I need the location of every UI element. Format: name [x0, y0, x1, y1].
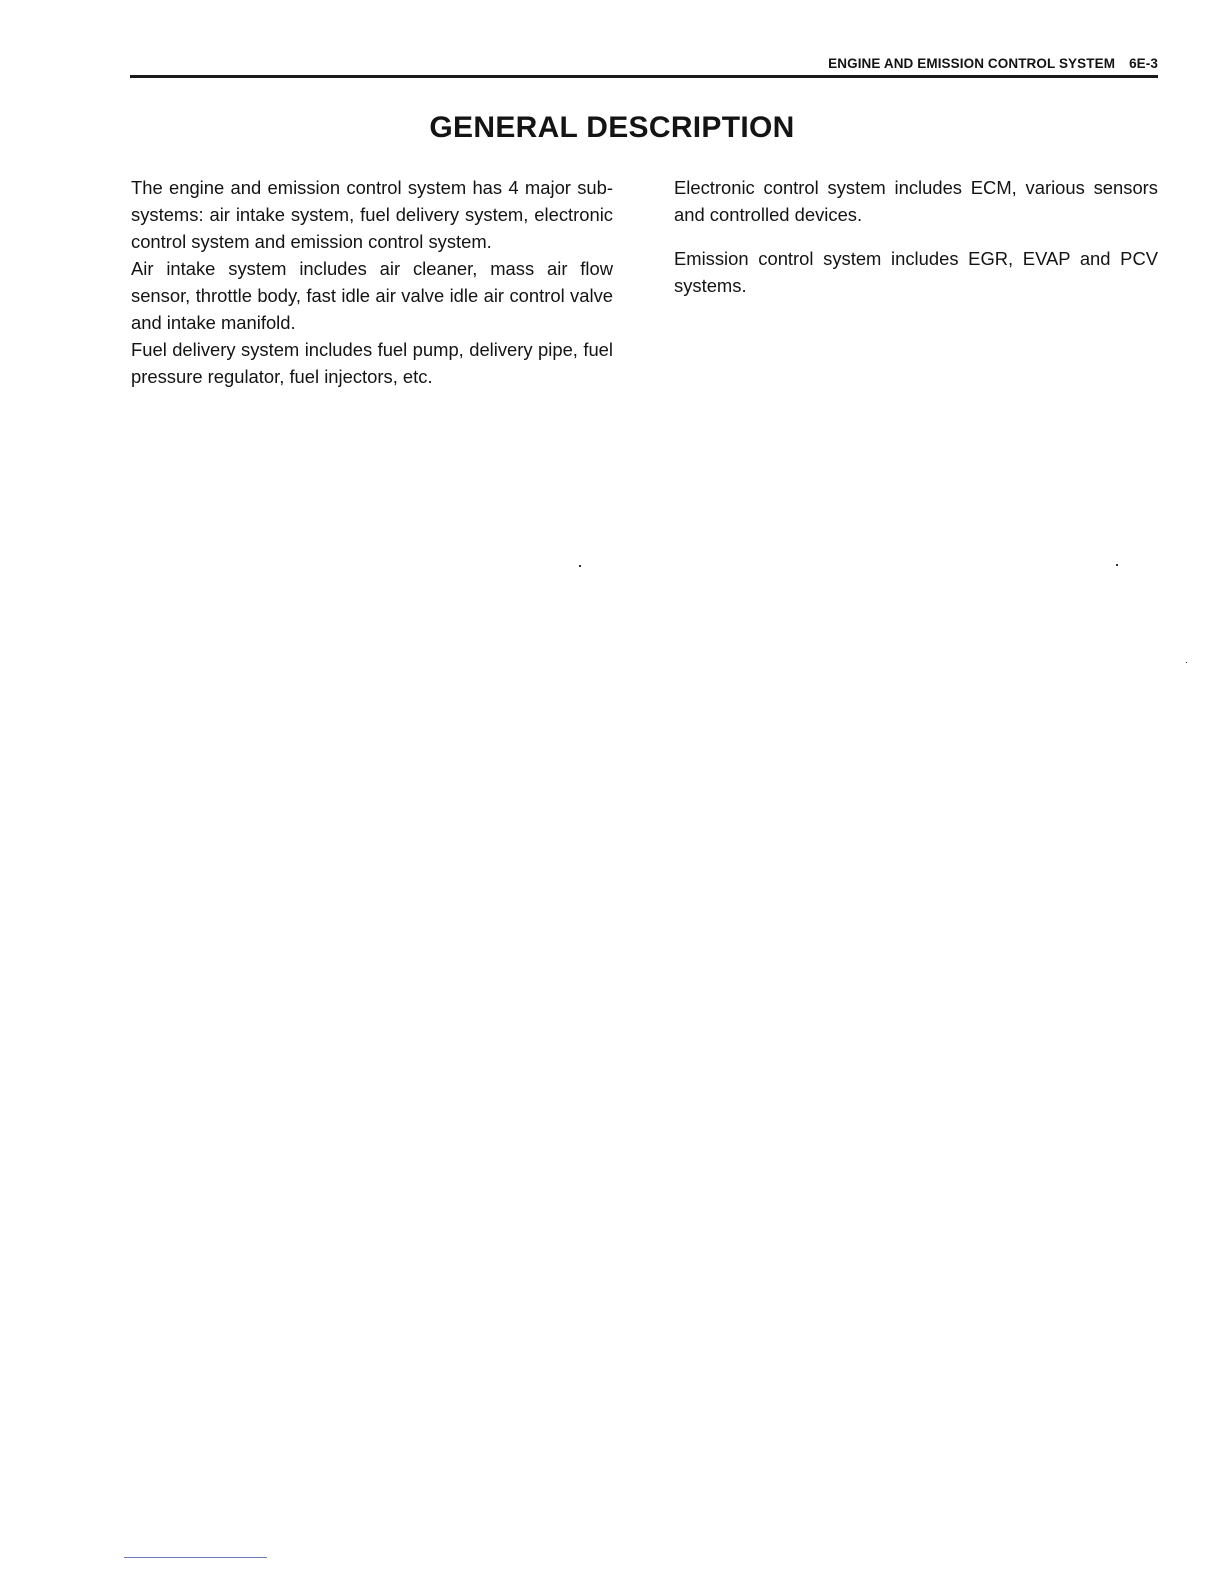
scan-speck	[1186, 662, 1187, 663]
footer-rule	[124, 1557, 267, 1558]
left-column	[131, 174, 613, 390]
header-section-title: ENGINE AND EMISSION CONTROL SYSTEM	[828, 56, 1116, 71]
scan-speck	[1116, 564, 1118, 566]
right-column	[674, 174, 1158, 299]
page-title: GENERAL DESCRIPTION	[429, 111, 795, 144]
paragraph-emission-control: Emission control system includes EGR, EVAP and PCV systems.	[674, 248, 1158, 296]
paragraph-fuel-delivery: Fuel delivery system includes fuel pump, delivery pipe, fuel pressure regulator, fuel injectors, etc.	[131, 339, 613, 387]
paragraph-electronic-control: Electronic control system includes ECM, various sensors and controlled devices.	[674, 177, 1158, 225]
paragraph-subsystems: The engine and emission control system has 4 major sub-systems: air intake system, fuel delivery system, electronic control system and emission control system.	[131, 177, 613, 252]
running-header	[130, 55, 1158, 78]
paragraph-air-intake: Air intake system includes air cleaner, mass air flow sensor, throttle body, fast idle air valve idle air control valve and intake manifold.	[131, 258, 613, 333]
scan-speck	[579, 565, 581, 567]
header-page-number: 6E-3	[1129, 56, 1158, 71]
